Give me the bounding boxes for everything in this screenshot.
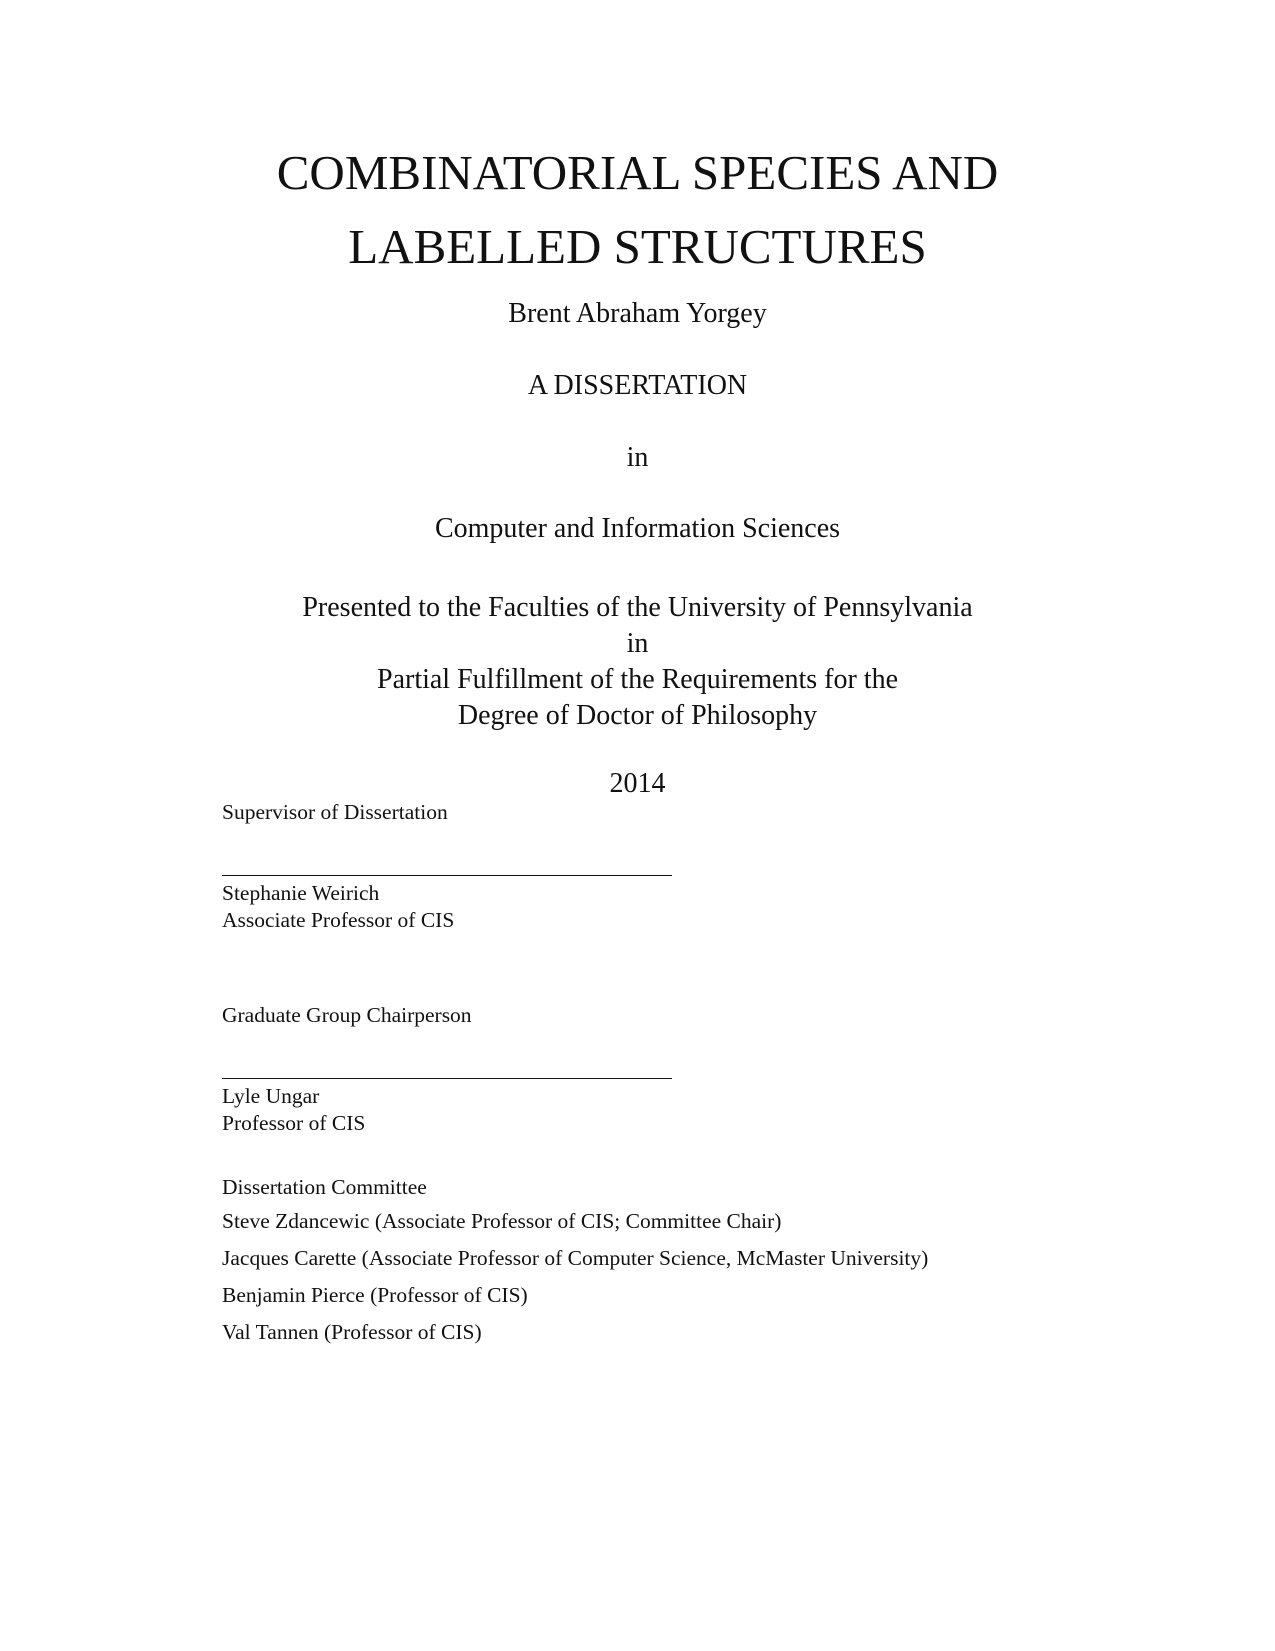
committee-member: Steve Zdancewic (Associate Professor of CIS; Committee Chair): [222, 1209, 782, 1233]
dissertation-title: [0, 136, 1275, 284]
supervisor-title: Associate Professor of CIS: [222, 908, 455, 932]
committee-member: Jacques Carette (Associate Professor of Computer Science, McMaster University): [222, 1246, 929, 1270]
chairperson-signature-line: [222, 1078, 672, 1079]
chairperson-name: Lyle Ungar: [222, 1084, 320, 1108]
presented-line-3: Partial Fulfillment of the Requirements for the: [377, 664, 898, 695]
committee-member: Val Tannen (Professor of CIS): [222, 1320, 482, 1344]
presented-line-2: in: [626, 628, 649, 659]
title-line-1: COMBINATORIAL SPECIES AND: [276, 145, 999, 200]
in-word: in: [626, 442, 649, 473]
presented-line-4: Degree of Doctor of Philosophy: [457, 700, 818, 731]
chairperson-heading: Graduate Group Chairperson: [222, 1003, 472, 1027]
document-type: A DISSERTATION: [527, 370, 748, 401]
presented-statement: [0, 590, 1275, 734]
author-name: Brent Abraham Yorgey: [508, 298, 767, 329]
supervisor-name: Stephanie Weirich: [222, 881, 380, 905]
presented-line-1: Presented to the Faculties of the University of Pennsylvania: [302, 592, 973, 623]
field-of-study: Computer and Information Sciences: [434, 513, 841, 544]
supervisor-heading: Supervisor of Dissertation: [222, 800, 448, 824]
committee-heading: Dissertation Committee: [222, 1175, 427, 1199]
chairperson-title: Professor of CIS: [222, 1111, 366, 1135]
supervisor-signature-line: [222, 875, 672, 876]
committee-list: [222, 1203, 928, 1351]
committee-member: Benjamin Pierce (Professor of CIS): [222, 1283, 528, 1307]
year: 2014: [609, 768, 666, 799]
title-line-2: LABELLED STRUCTURES: [348, 219, 927, 274]
